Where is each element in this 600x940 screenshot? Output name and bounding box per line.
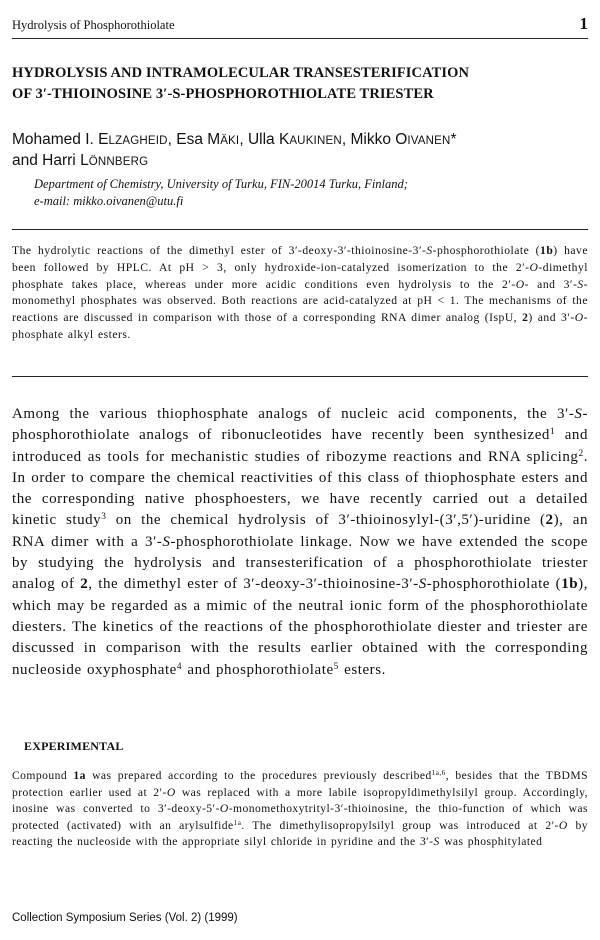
running-title: Hydrolysis of Phosphorothiolate [12, 18, 175, 32]
corresponding-author-mark: * [450, 131, 457, 148]
abstract-top-rule [12, 229, 588, 230]
ref-1a-6: 1a,6 [431, 769, 446, 778]
ref-2: 2 [578, 448, 584, 459]
ref-1: 1 [549, 427, 556, 438]
abstract-bottom-rule [12, 376, 588, 377]
ref-3: 3 [101, 512, 107, 523]
ref-4: 4 [176, 661, 183, 672]
email-line: e-mail: mikko.oivanen@utu.fi [34, 194, 184, 208]
title-line-1: HYDROLYSIS AND INTRAMOLECULAR TRANSESTERIFICATION [12, 65, 470, 81]
author-4: Mikko OIVANEN* [350, 131, 457, 148]
running-header [12, 14, 588, 39]
abstract-paragraph: The hydrolytic reactions of the dimethyl ester of 3′-deoxy-3′-thioinosine-3′-S-phosphorothiolate (1b) have been followed by HPLC. At pH > 3, only hydroxide-ion-catalyzed isomerization to the 2′-O-dimethyl phosphate takes place, whereas under more acidic conditions even hydrolysis to the 2′-O- and 3′-S-monomethyl phosphates was observed. Both reactions are acid-catalyzed at pH < 1. The mechanisms of the reactions are discussed in comparison with those of a corresponding RNA dimer analog (IspU, 2) and 3′-O-phosphate alkyl esters. [12, 244, 589, 341]
author-list [12, 130, 580, 172]
abstract [12, 243, 588, 344]
page-number: 1 [579, 14, 588, 33]
section-heading-experimental: EXPERIMENTAL [24, 739, 124, 753]
experimental-section [12, 768, 588, 851]
ref-1a: 1a [233, 818, 242, 827]
title-line-2: OF 3′-THIOINOSINE 3′-S-PHOSPHOROTHIOLATE TRIESTER [12, 86, 434, 102]
author-5: and Harri LÖNNBERG [12, 152, 149, 169]
paper-title [12, 63, 560, 105]
affiliation [34, 176, 580, 210]
page-footer: Collection Symposium Series (Vol. 2) (1999) [12, 912, 238, 924]
ref-5: 5 [333, 661, 339, 672]
author-1: Mohamed I. ELZAGHEID, [12, 131, 177, 148]
author-2: Esa MÄKI, [176, 131, 248, 148]
experimental-paragraph: Compound 1a was prepared according to the procedures previously described$^{1a,6}$, besides that the TBDMS protection earlier used at 2′-O was replaced with a more labile isopropyldimethylsilyl group. Accordingly, inosine was converted to 3′-deoxy-5′-O-monomethoxytrityl-3′-thioinosine, the thio-function of which was protected (activated) with an arylsulfide$^{1a}$. The dimethylisopropylsilyl group was introduced at 2′-O by reacting the nucleoside with the appropriate silyl chloride in pyridine and the 3′-S was phosphitylated [12, 769, 588, 848]
introduction [12, 404, 588, 681]
intro-paragraph: Among the various thiophosphate analogs of nucleic acid components, the 3′-S-phosphorothiolate analogs of ribonucleotides have recently been synthesized$^1$ and introduced as tools for mechanistic studies of ribozyme reactions and RNA splicing$^2$. In order to compare the chemical reactivities of this class of thiophosphate esters and the corresponding native phosphoesters, we have recently carried out a detailed kinetic study$^3$ on the chemical hydrolysis of 3′-thioinosylyl-(3′,5′)-uridine (2), an RNA dimer with a 3′-S-phosphorothiolate linkage. Now we have extended the scope by studying the hydrolysis and transesterification of a phosphorothiolate triester analog of 2, the dimethyl ester of 3′-deoxy-3′-thioinosine-3′-S-phosphorothiolate (1b), which may be regarded as a mimic of the neutral ionic form of the phosphorothiolate diesters. The kinetics of the reactions of the phosphorothiolate diester and triester are discussed in comparison with the results earlier obtained with the corresponding nucleoside oxyphosphate$^4$ and phosphorothiolate$^5$ esters. [12, 406, 589, 678]
author-3: Ulla KAUKINEN, [247, 131, 351, 148]
affiliation-line: Department of Chemistry, University of Turku, FIN-20014 Turku, Finland; [34, 177, 408, 191]
